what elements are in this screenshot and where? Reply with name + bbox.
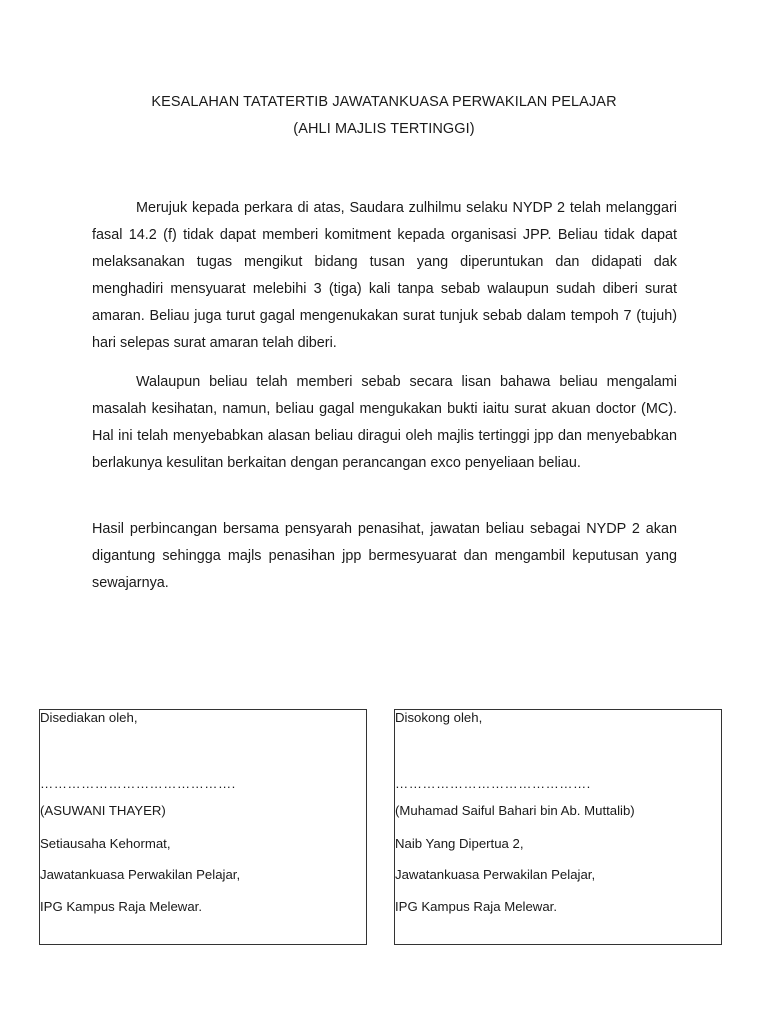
- signature-line: …………………………………….: [395, 776, 591, 791]
- paragraph-violation: Merujuk kepada perkara di atas, Saudara zulhilmu selaku NYDP 2 telah melanggari fasal 14.2 (f) tidak dapat memberi komitment kepada organisasi JPP. Beliau tidak dapat melaksanakan tugas mengikut bidang tusan yang diperuntukan dan didapati dak menghadiri mensyuarat melebihi 3 (tiga) kali tanpa sebab walaupun sudah diberi surat amaran. Beliau juga turut gagal mengenukakan surat tunjuk sebab dalam tempoh 7 (tujuh) hari selepas surat amaran telah diberi.: [92, 200, 677, 351]
- document-subtitle: (AHLI MAJLIS TERTINGGI): [293, 121, 475, 137]
- signature-box-prepared: [39, 709, 367, 945]
- signature-role: Disediakan oleh,: [40, 710, 138, 725]
- signatory-title: Setiausaha Kehormat,: [40, 836, 171, 851]
- paragraph-decision: Hasil perbincangan bersama pensyarah penasihat, jawatan beliau sebagai NYDP 2 akan digantung sehingga majls penasihan jpp bermesyuarat dan mengambil keputusan yang sewajarnya.: [92, 521, 677, 591]
- signature-role: Disokong oleh,: [395, 710, 483, 725]
- signature-line: …………………………………….: [40, 776, 236, 791]
- signatory-name: (ASUWANI THAYER): [40, 803, 166, 818]
- signatory-title: Naib Yang Dipertua 2,: [395, 836, 524, 851]
- signatory-institution: IPG Kampus Raja Melewar.: [395, 899, 557, 914]
- signature-box-supported: [394, 709, 722, 945]
- signatory-institution: IPG Kampus Raja Melewar.: [40, 899, 202, 914]
- signatory-organization: Jawatankuasa Perwakilan Pelajar,: [40, 867, 241, 882]
- document-title: KESALAHAN TATATERTIB JAWATANKUASA PERWAKILAN PELAJAR: [151, 94, 617, 110]
- signatory-organization: Jawatankuasa Perwakilan Pelajar,: [395, 867, 596, 882]
- signatory-name: (Muhamad Saiful Bahari bin Ab. Muttalib): [395, 803, 635, 818]
- paragraph-health-reason: Walaupun beliau telah memberi sebab secara lisan bahawa beliau mengalami masalah kesihatan, namun, beliau gagal mengukakan bukti iaitu surat akuan doctor (MC). Hal ini telah menyebabkan alasan beliau diragui oleh majlis tertinggi jpp dan menyebabkan berlakunya kesulitan berkaitan dengan perancangan exco penyeliaan beliau.: [92, 374, 677, 471]
